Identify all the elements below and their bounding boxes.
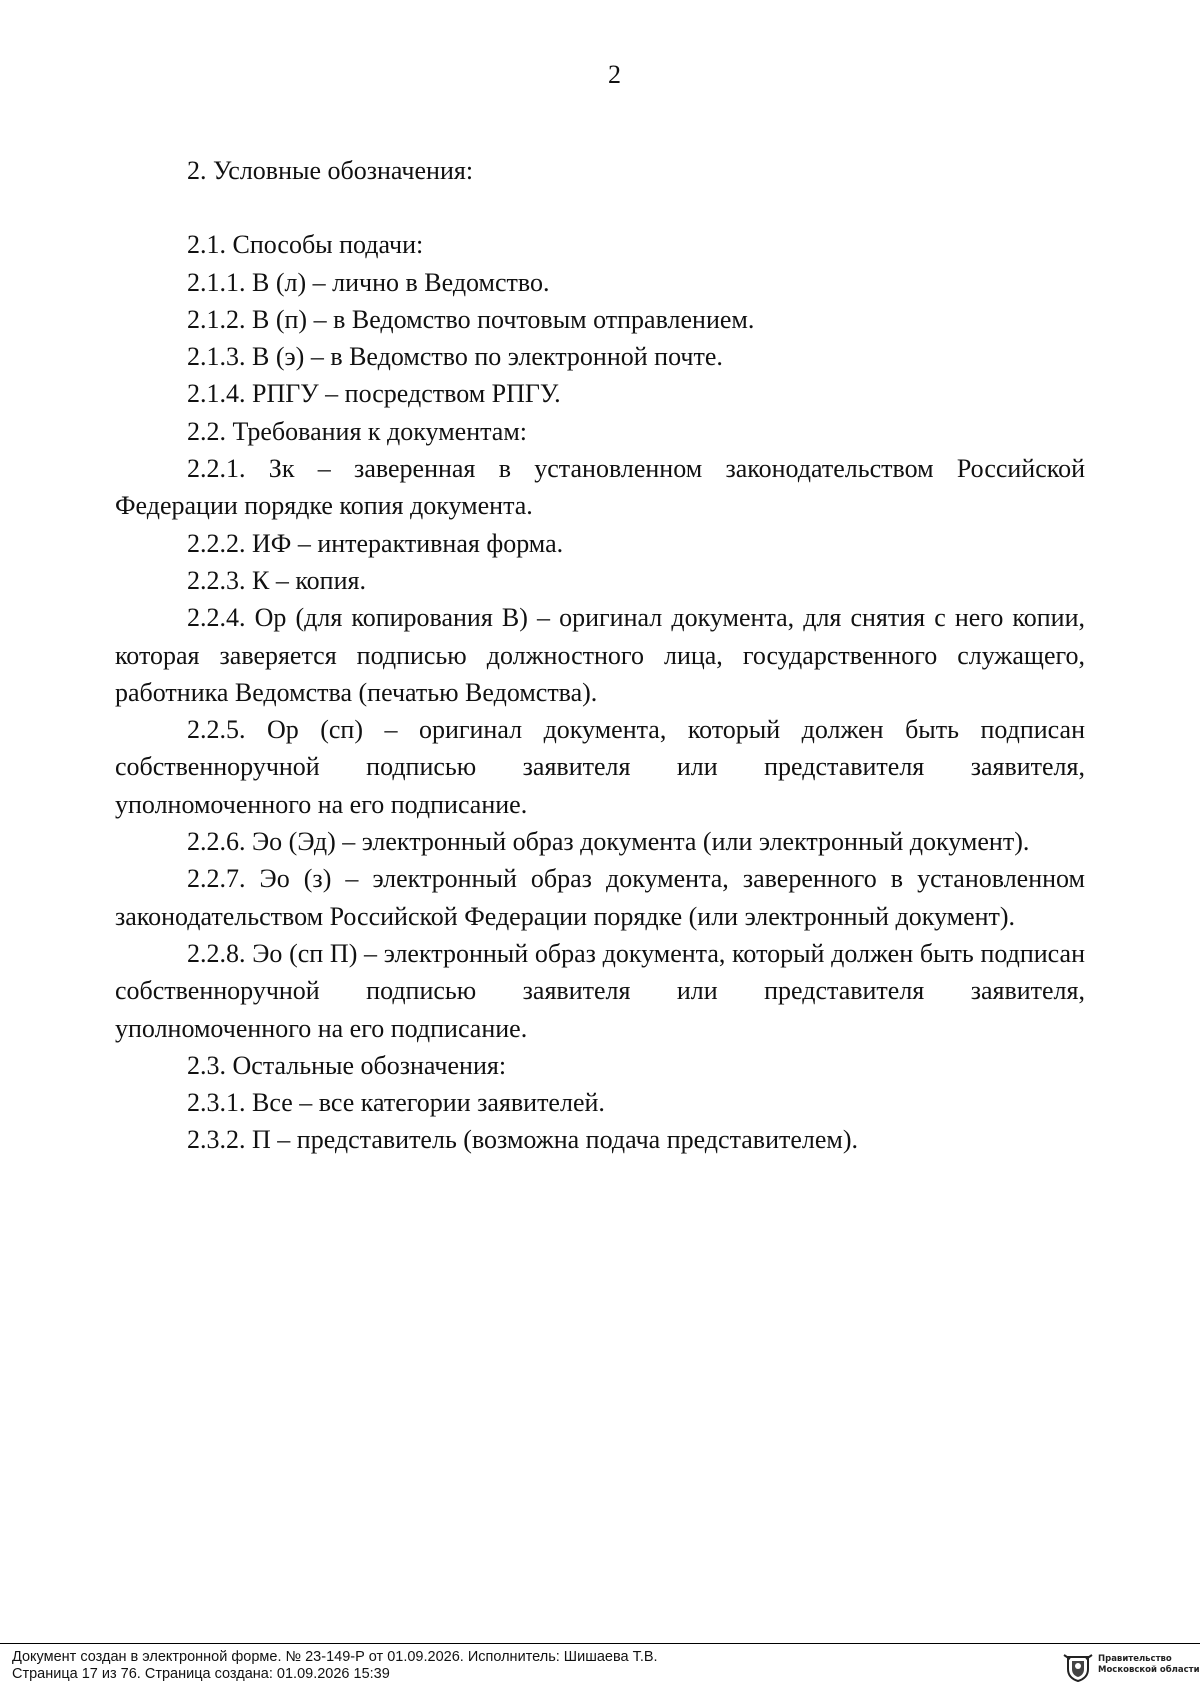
paragraph: 2.1.4. РПГУ – посредством РПГУ. — [187, 379, 561, 409]
paragraph: 2. Условные обозначения: — [187, 156, 474, 185]
paragraph: 2.3.1. Все – все категории заявителей. — [187, 1088, 605, 1118]
paragraph: 2.2.1. Зк – заверенная в установленном законодательством Российской Федерации порядке копия документа. — [115, 454, 1085, 521]
org-name-line2: Московской области — [1098, 1665, 1200, 1675]
footer-document-info: Документ создан в электронной форме. № 23-149-Р от 01.09.2026. Исполнитель: Шишаева Т.В. — [12, 1649, 658, 1665]
paragraph: 2.2. Требования к документам: — [187, 416, 528, 446]
organization-name — [1098, 1654, 1200, 1676]
footer-divider — [0, 1643, 1200, 1644]
page-number: 2 — [608, 60, 621, 89]
paragraph: 2.3. Остальные обозначения: — [187, 1050, 507, 1080]
org-name-line1: Правительство — [1098, 1654, 1172, 1664]
paragraph: 2.1.1. В (л) – лично в Ведомство. — [187, 267, 550, 297]
paragraph: 2.2.3. К – копия. — [187, 565, 366, 595]
paragraph: 2.2.4. Ор (для копирования В) – оригинал документа, для снятия с него копии, которая заверяется подписью должностного лица, государственного служащего, работника Ведомства (печатью Ведомства). — [115, 603, 1085, 707]
paragraph: 2.2.8. Эо (сп П) – электронный образ документа, который должен быть подписан собственноручной подписью заявителя или представителя заявителя, уполномоченного на его подписание. — [115, 938, 1085, 1043]
paragraph: 2.1.3. В (э) – в Ведомство по электронной почте. — [187, 342, 723, 372]
paragraph: 2.2.6. Эо (Эд) – электронный образ документа (или электронный документ). — [187, 827, 1030, 857]
paragraph: 2.2.7. Эо (з) – электронный образ документа, заверенного в установленном законодательством Российской Федерации порядке (или электронный документ). — [115, 864, 1085, 931]
footer-page-info: Страница 17 из 76. Страница создана: 01.09.2026 15:39 — [12, 1666, 390, 1682]
paragraph: 2.2.5. Ор (сп) – оригинал документа, который должен быть подписан собственноручной подписью заявителя или представителя заявителя, уполномоченного на его подписание. — [115, 715, 1085, 819]
document-body — [115, 152, 1085, 1159]
footer-info — [12, 1649, 658, 1683]
paragraph-spacer — [115, 189, 1085, 226]
paragraph: 2.2.2. ИФ – интерактивная форма. — [187, 528, 564, 558]
coat-of-arms-icon — [1062, 1651, 1094, 1683]
paragraph: 2.3.2. П – представитель (возможна подача представителем). — [187, 1125, 859, 1155]
paragraph: 2.1.2. В (п) – в Ведомство почтовым отправлением. — [187, 304, 755, 334]
paragraph: 2.1. Способы подачи: — [187, 230, 424, 260]
